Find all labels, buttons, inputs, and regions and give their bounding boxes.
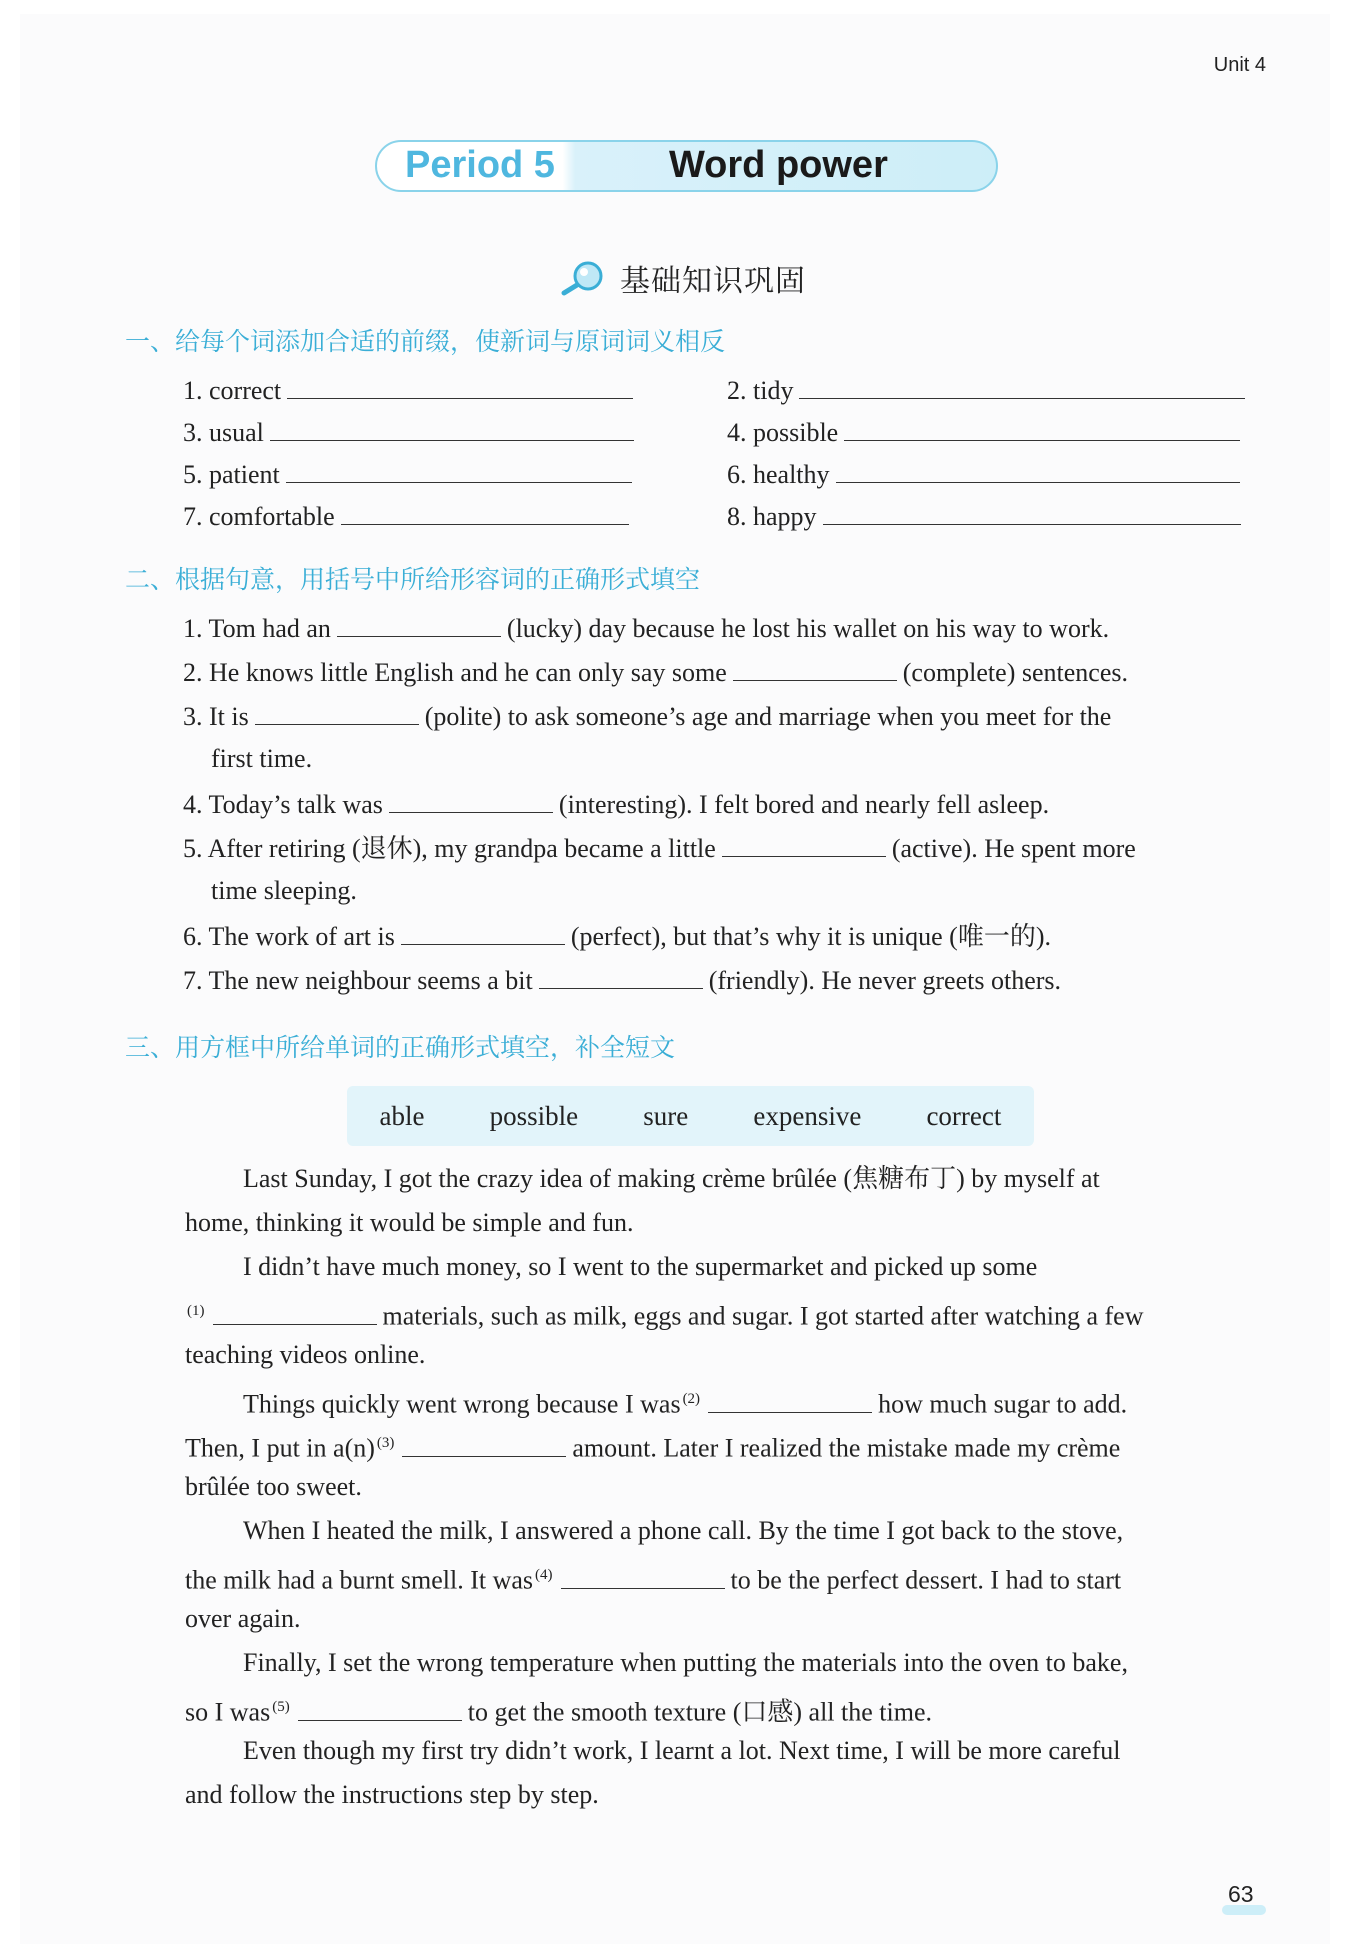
list-item (183, 372, 639, 408)
passage-line (185, 1426, 1120, 1466)
sentence-text: (active). He spent more (891, 834, 1136, 863)
sentence-text: 7. The new neighbour seems a bit (183, 966, 533, 995)
blank-number: (5) (272, 1699, 290, 1715)
sentence-text: (perfect), but that’s why it is unique (唯一的). (570, 922, 1051, 951)
passage-text: Then, I put in a(n) (185, 1433, 375, 1463)
item-word: 4. possible (727, 418, 839, 447)
blank-number: (4) (535, 1567, 553, 1583)
sentence (183, 698, 1111, 734)
sentence (183, 962, 1061, 998)
passage-text: to get the smooth texture (口感) all the time. (467, 1697, 932, 1727)
sentence-text: (interesting). I felt bored and nearly fell asleep. (558, 790, 1050, 819)
blank-number: (3) (376, 1435, 395, 1451)
answer-blank[interactable] (341, 498, 629, 525)
sentence-text: (lucky) day because he lost his wallet on his way to work. (506, 614, 1110, 643)
answer-blank[interactable] (844, 414, 1240, 441)
answer-blank[interactable] (401, 918, 565, 945)
item-word: 2. tidy (727, 376, 794, 405)
passage-line: and follow the instructions step by step. (185, 1780, 599, 1809)
list-item (727, 456, 1246, 492)
list-item (183, 414, 640, 450)
section-title (560, 256, 806, 300)
sentence-text: (friendly). He never greets others. (708, 966, 1062, 995)
page-number: 63 (1228, 1881, 1254, 1907)
passage-line (185, 1558, 1121, 1598)
sentence-text: 5. After retiring (退休), my grandpa became a little (183, 834, 716, 863)
item-word: 3. usual (183, 418, 264, 447)
answer-blank[interactable] (213, 1298, 377, 1325)
item-word: 1. correct (183, 376, 282, 405)
answer-blank[interactable] (389, 786, 553, 813)
sentence (183, 918, 1051, 954)
passage-line: brûlée too sweet. (185, 1472, 362, 1501)
sentence-text: 3. It is (183, 702, 249, 731)
word-box (347, 1086, 1034, 1146)
passage-line: over again. (185, 1604, 301, 1633)
answer-blank[interactable] (836, 456, 1240, 483)
part1-heading: 一、给每个词添加合适的前缀，使新词与原词词义相反 (125, 327, 726, 356)
answer-blank[interactable] (337, 610, 501, 637)
sentence-text: 2. He knows little English and he can only say some (183, 658, 727, 687)
part3-heading: 三、用方框中所给单词的正确形式填空，补全短文 (125, 1033, 676, 1062)
passage-text: how much sugar to add. (878, 1389, 1128, 1419)
item-word: 5. patient (183, 460, 280, 489)
sentence-text: 1. Tom had an (183, 614, 331, 643)
passage-text: the milk had a burnt smell. It was (185, 1565, 534, 1595)
passage-text: so I was (185, 1697, 271, 1727)
sentence (183, 830, 1136, 866)
passage-text: Things quickly went wrong because I was (243, 1389, 681, 1419)
passage-line: I didn’t have much money, so I went to the supermarket and picked up some (243, 1252, 1038, 1281)
list-item (183, 456, 638, 492)
list-item (727, 498, 1247, 534)
sentence (183, 786, 1049, 822)
word-box-item: able (379, 1100, 425, 1131)
answer-blank[interactable] (270, 414, 634, 441)
sentence (183, 610, 1109, 646)
passage-line (185, 1690, 932, 1730)
sentence-continuation: time sleeping. (211, 876, 357, 905)
list-item (727, 414, 1246, 450)
blank-number: (2) (682, 1391, 701, 1407)
item-word: 7. comfortable (183, 502, 335, 531)
period-label: Period 5 (405, 144, 555, 186)
sentence-text: 4. Today’s talk was (183, 790, 383, 819)
answer-blank[interactable] (287, 372, 633, 399)
answer-blank[interactable] (402, 1430, 566, 1457)
item-word: 8. happy (727, 502, 817, 531)
passage-text: materials, such as milk, eggs and sugar. I got started after watching a few (382, 1301, 1144, 1331)
part2-heading: 二、根据句意，用括号中所给形容词的正确形式填空 (125, 565, 701, 594)
item-word: 6. healthy (727, 460, 830, 489)
passage-line: teaching videos online. (185, 1340, 426, 1369)
answer-blank[interactable] (298, 1694, 462, 1721)
list-item (727, 372, 1251, 408)
word-box-item: correct (926, 1100, 1002, 1131)
passage-line (243, 1382, 1127, 1422)
word-box-item: expensive (753, 1100, 862, 1131)
passage-line: Finally, I set the wrong temperature when putting the materials into the oven to bake, (243, 1648, 1128, 1677)
unit-label: Unit 4 (1213, 54, 1266, 76)
banner-title: Word power (669, 144, 888, 186)
sentence-text: (complete) sentences. (902, 658, 1128, 687)
sentence-continuation: first time. (211, 744, 313, 773)
period-banner (375, 140, 998, 192)
answer-blank[interactable] (733, 654, 897, 681)
answer-blank[interactable] (708, 1386, 872, 1413)
passage-line: Even though my first try didn’t work, I learnt a lot. Next time, I will be more careful (243, 1736, 1121, 1765)
passage-line (185, 1294, 1143, 1334)
answer-blank[interactable] (799, 372, 1245, 399)
blank-number: (1) (187, 1303, 205, 1319)
answer-blank[interactable] (823, 498, 1241, 525)
word-box-item: sure (643, 1100, 689, 1131)
answer-blank[interactable] (539, 962, 703, 989)
section-title-text: 基础知识巩固 (620, 264, 806, 299)
answer-blank[interactable] (255, 698, 419, 725)
sentence-text: 6. The work of art is (183, 922, 395, 951)
passage-line: When I heated the milk, I answered a phone call. By the time I got back to the stove, (243, 1516, 1124, 1545)
passage-line: Last Sunday, I got the crazy idea of making crème brûlée (焦糖布丁) by myself at (243, 1164, 1100, 1193)
sentence-text: (polite) to ask someone’s age and marriage when you meet for the (424, 702, 1112, 731)
passage-line: home, thinking it would be simple and fun. (185, 1208, 634, 1237)
passage-text: to be the perfect dessert. I had to start (730, 1565, 1122, 1595)
sentence (183, 654, 1128, 690)
passage-text: amount. Later I realized the mistake made my crème (572, 1433, 1121, 1463)
word-box-item: possible (489, 1100, 579, 1131)
list-item (183, 498, 635, 534)
answer-blank[interactable] (286, 456, 632, 483)
magnifier-icon (560, 260, 606, 296)
answer-blank[interactable] (561, 1562, 725, 1589)
answer-blank[interactable] (722, 830, 886, 857)
